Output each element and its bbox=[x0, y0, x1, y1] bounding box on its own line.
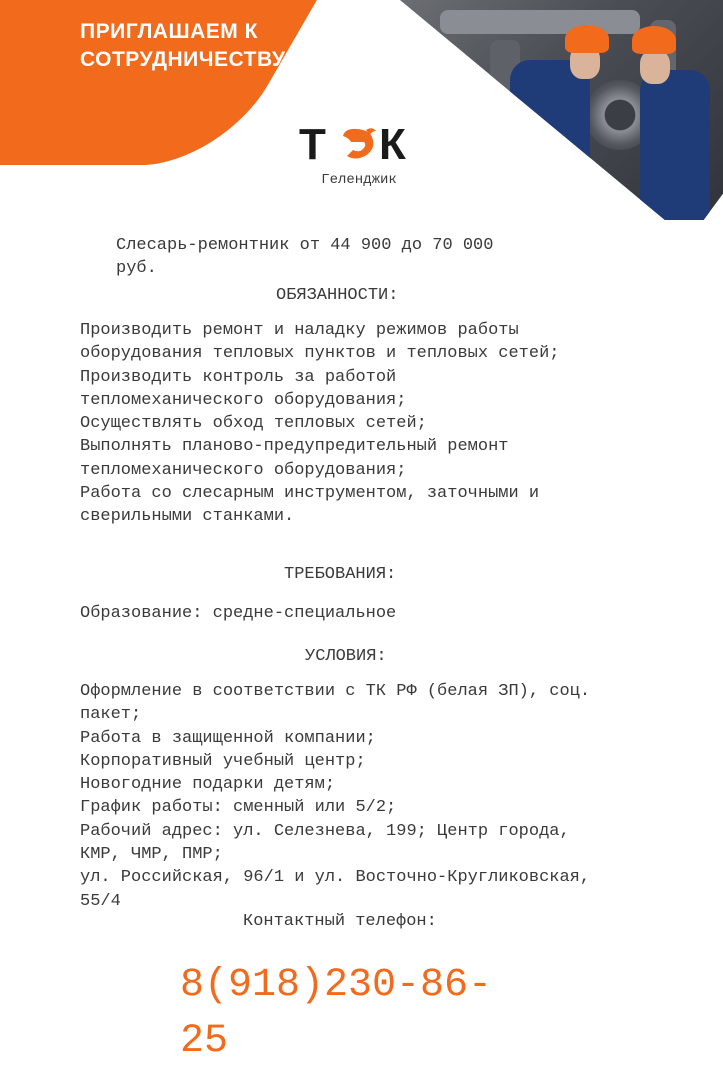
logo-letter-t: Т bbox=[299, 120, 326, 169]
workers-photo bbox=[400, 0, 723, 220]
vacancy-line-2: руб. bbox=[116, 259, 157, 279]
duties-list bbox=[80, 319, 559, 529]
duties-heading: ОБЯЗАННОСТИ: bbox=[276, 286, 399, 305]
banner-line-1: ПРИГЛАШАЕМ К bbox=[80, 20, 258, 43]
duty-line: сверильными станками. bbox=[80, 507, 295, 527]
city-name: Геленджик bbox=[321, 172, 397, 188]
duty-line: Производить контроль за работой bbox=[80, 367, 397, 387]
duty-line: Работа со слесарным инструментом, заточными и bbox=[80, 484, 540, 504]
logo-e-icon bbox=[339, 126, 377, 162]
duty-line: оборудования тепловых пунктов и тепловых сетей; bbox=[80, 344, 560, 364]
condition-line: График работы: сменный или 5/2; bbox=[80, 798, 397, 818]
condition-line: 55/4 bbox=[80, 891, 121, 911]
duty-line: Осуществлять обход тепловых сетей; bbox=[80, 414, 427, 434]
duty-line: тепломеханического оборудования; bbox=[80, 460, 407, 480]
company-logo bbox=[299, 120, 425, 169]
condition-line: Рабочий адрес: ул. Селезнева, 199; Центр города, bbox=[80, 821, 570, 841]
condition-line: КМР, ЧМР, ПМР; bbox=[80, 845, 223, 865]
phone-line-2: 25 bbox=[180, 1019, 229, 1064]
banner-line-2: СОТРУДНИЧЕСТВУ bbox=[80, 48, 286, 71]
logo-letter-k: К bbox=[379, 120, 406, 169]
conditions-heading: УСЛОВИЯ: bbox=[305, 647, 387, 666]
condition-line: Корпоративный учебный центр; bbox=[80, 751, 366, 771]
duty-line: Производить ремонт и наладку режимов работы bbox=[80, 321, 519, 340]
condition-line: Новогодние подарки детям; bbox=[80, 775, 336, 795]
phone-line-1: 8(918)230-86- bbox=[180, 963, 493, 1008]
requirement-line: Образование: средне-специальное bbox=[80, 604, 397, 623]
requirements-list bbox=[80, 602, 396, 625]
vacancy-line-1: Слесарь-ремонтник от 44 900 до 70 000 bbox=[116, 236, 494, 255]
duty-line: тепломеханического оборудования; bbox=[80, 390, 407, 410]
duty-line: Выполнять планово-предупредительный ремонт bbox=[80, 437, 509, 457]
conditions-list bbox=[80, 680, 590, 913]
vacancy-title bbox=[116, 234, 493, 281]
condition-line: пакет; bbox=[80, 705, 142, 725]
requirements-heading: ТРЕБОВАНИЯ: bbox=[284, 565, 397, 584]
banner-title bbox=[80, 18, 285, 74]
phone-number[interactable] bbox=[180, 958, 492, 1070]
condition-line: Оформление в соответствии с ТК РФ (белая ЗП), соц. bbox=[80, 682, 591, 701]
condition-line: ул. Российская, 96/1 и ул. Восточно-Кругликовская, bbox=[80, 868, 591, 888]
condition-line: Работа в защищенной компании; bbox=[80, 728, 376, 748]
contact-label: Контактный телефон: bbox=[243, 912, 437, 931]
